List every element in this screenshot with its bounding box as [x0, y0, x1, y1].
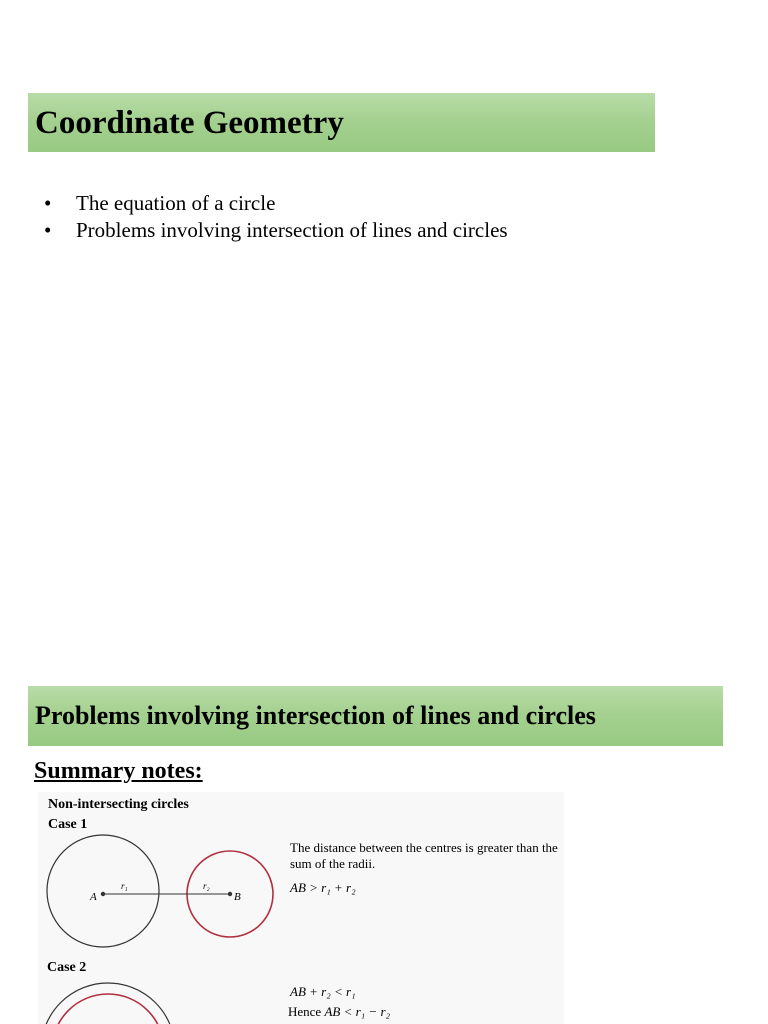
- case2-hence-text: Hence: [288, 1004, 322, 1019]
- case2-circle-outer: [41, 983, 175, 1024]
- bullet-text: Problems involving intersection of lines and circles: [76, 218, 508, 242]
- r1-label: r₁: [121, 881, 128, 891]
- bullet-item: [44, 217, 508, 244]
- slide1-bullet-list: [44, 190, 508, 244]
- figure-title: Non-intersecting circles: [48, 797, 189, 812]
- slide2-title: Problems involving intersection of lines and circles: [35, 701, 596, 730]
- bullet-text: The equation of a circle: [76, 191, 276, 215]
- case2-label: Case 2: [47, 960, 87, 975]
- case1-equation: AB > r₁ + r₂: [290, 880, 356, 895]
- centre-a-dot: [101, 892, 105, 896]
- case1-description: The distance between the centres is greater than the sum of the radii.: [290, 840, 558, 871]
- slide1-title-banner: [28, 93, 655, 152]
- centre-b-dot: [228, 892, 232, 896]
- case2-equation-1: AB + r₂ < r₁: [290, 984, 356, 999]
- bullet-item: [44, 190, 508, 217]
- summary-heading: Summary notes:: [34, 758, 203, 784]
- point-b-label: B: [234, 891, 241, 903]
- case1-label: Case 1: [48, 817, 88, 832]
- r2-label: r₂: [203, 881, 210, 891]
- slide1-title: Coordinate Geometry: [35, 105, 344, 141]
- bullet-dot-icon: •: [44, 191, 52, 215]
- non-intersecting-circles-figure: [38, 792, 564, 1024]
- slide2-title-banner: [28, 686, 723, 746]
- case2-equation-2: [288, 1004, 390, 1020]
- case2-inequality: AB < r₁ − r₂: [324, 1004, 391, 1019]
- case2-circle-inner: [52, 994, 164, 1024]
- point-a-label: A: [90, 891, 97, 903]
- bullet-dot-icon: •: [44, 218, 52, 242]
- case1-circle-a: [47, 835, 159, 947]
